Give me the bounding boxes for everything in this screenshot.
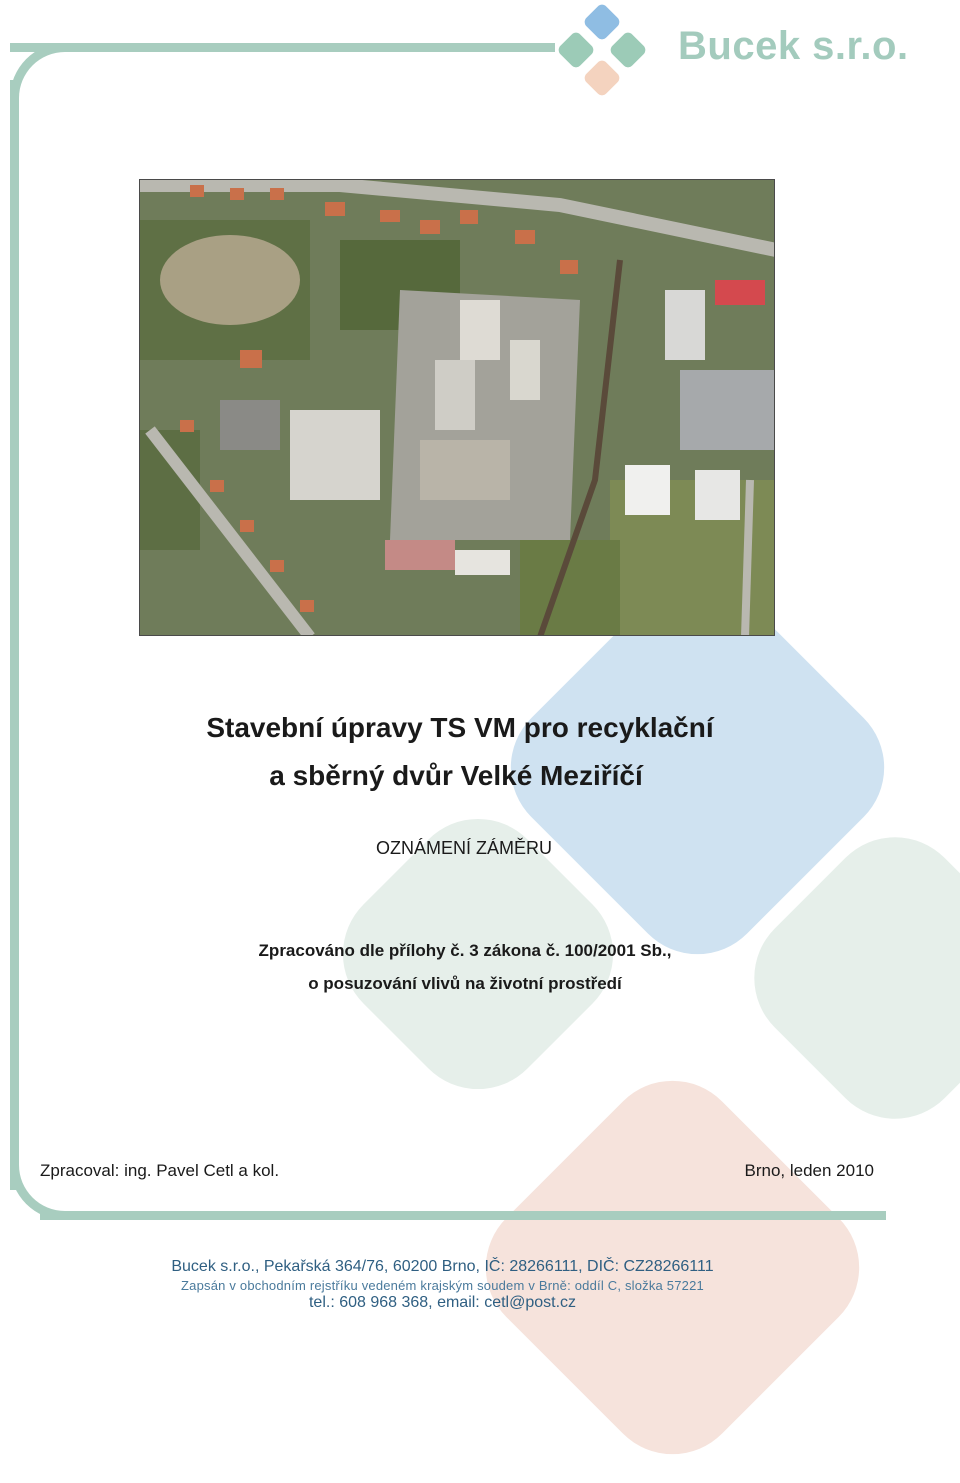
company-logo-text: Bucek s.r.o.: [678, 24, 909, 68]
frame-top-line: [10, 43, 555, 52]
place-and-date: Brno, leden 2010: [744, 1161, 874, 1180]
document-title-line1: Stavební úpravy TS VM pro recyklační: [206, 712, 714, 743]
frame-left-line: [10, 80, 19, 1190]
footer-registry-note: Zapsán v obchodním rejstříku vedeném krajským soudem v Brně: oddíl C, složka 57221: [181, 1278, 704, 1293]
legal-basis-line1: Zpracováno dle přílohy č. 3 zákona č. 100/2001 Sb.,: [258, 941, 672, 960]
frame-bottom-line: [40, 1211, 886, 1220]
legal-basis-line2: o posuzování vlivů na životní prostředí: [308, 974, 622, 993]
frame-corner-top: [10, 43, 70, 103]
document-title-line2: a sběrný dvůr Velké Meziříčí: [269, 760, 643, 791]
document-subtitle: OZNÁMENÍ ZÁMĚRU: [375, 838, 552, 858]
company-logo-icon: [552, 2, 652, 102]
author: Zpracoval: ing. Pavel Cetl a kol.: [40, 1161, 280, 1180]
aerial-photo-image: [139, 179, 775, 636]
footer-company-address: Bucek s.r.o., Pekařská 364/76, 60200 Brno, IČ: 28266111, DIČ: CZ28266111: [171, 1258, 714, 1275]
footer-contact: tel.: 608 968 368, email: cetl@post.cz: [308, 1294, 577, 1311]
